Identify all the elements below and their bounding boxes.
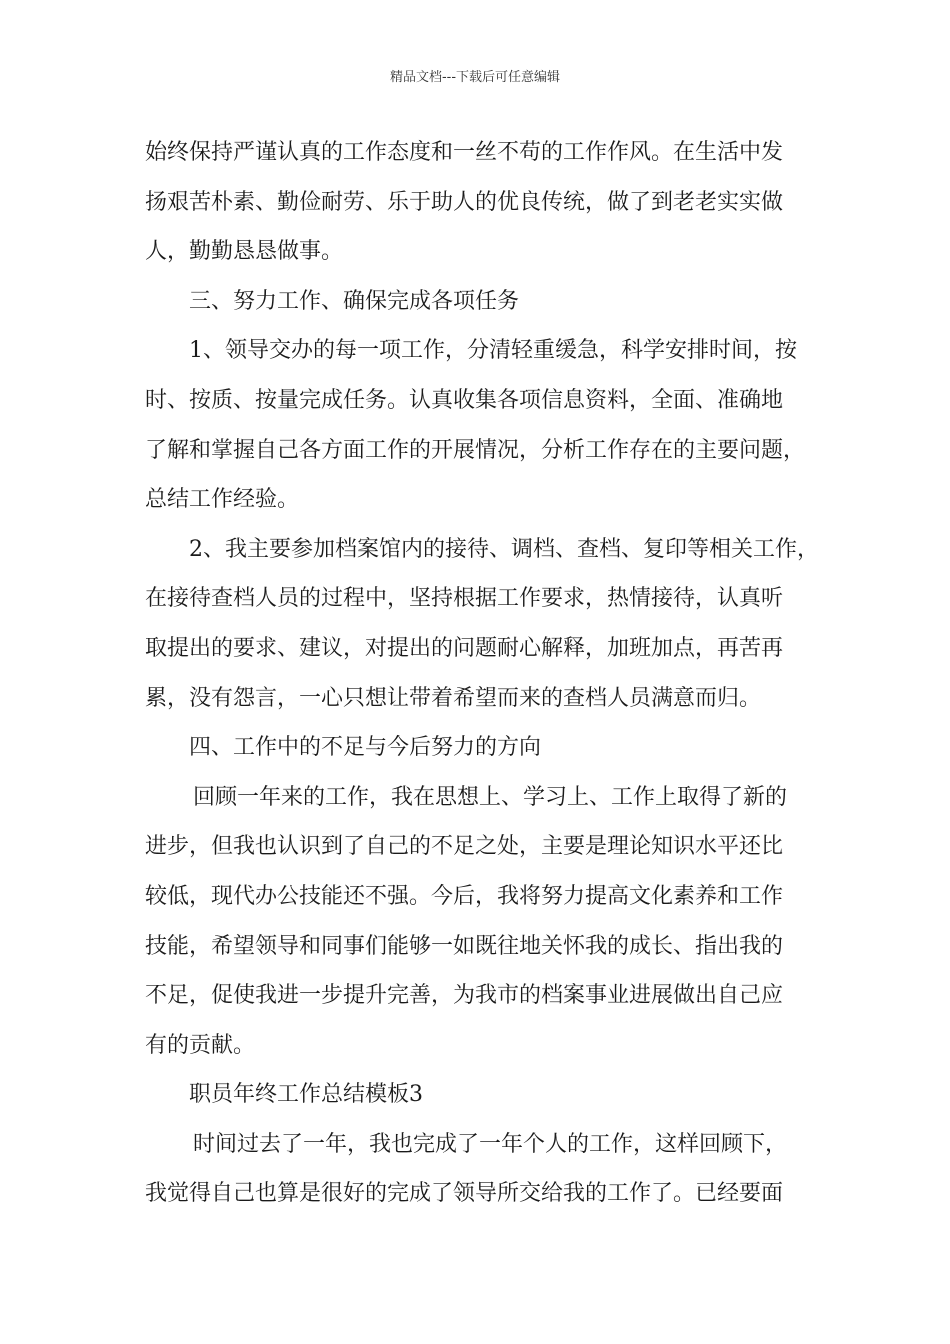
text-line: 总结工作经验。 [145, 487, 300, 513]
document-body [145, 128, 825, 1219]
text-line: 回顾一年来的工作，我在思想上、学习上、工作上取得了新的 [193, 784, 788, 810]
text-line: 进步，但我也认识到了自己的不足之处，主要是理论知识水平还比 [145, 834, 784, 860]
text-line: 技能，希望领导和同事们能够一如既往地关怀我的成长、指出我的 [145, 933, 784, 959]
section-heading: 职员年终工作总结模板3 [189, 1082, 423, 1108]
text-line: 始终保持严谨认真的工作态度和一丝不苟的工作作风。在生活中发 [145, 140, 784, 165]
text-line: 较低，现代办公技能还不强。今后，我将努力提高文化素养和工作 [145, 883, 784, 909]
text-line: 1、领导交办的每一项工作，分清轻重缓急，科学安排时间，按 [189, 338, 797, 364]
text-line: 时间过去了一年，我也完成了一年个人的工作，这样回顾下， [193, 1131, 788, 1157]
text-line: 有的贡献。 [145, 1032, 256, 1058]
section-heading: 三、努力工作、确保完成各项任务 [189, 288, 520, 314]
text-line: 我觉得自己也算是很好的完成了领导所交给我的工作了。已经要面 [145, 1181, 784, 1207]
page-header: 精品文档---下载后可任意编辑 [389, 70, 561, 85]
text-line: 2、我主要参加档案馆内的接待、调档、查档、复印等相关工作， [189, 536, 819, 562]
text-line: 了解和掌握自己各方面工作的开展情况，分析工作存在的主要问题， [145, 437, 806, 463]
text-line: 人，勤勤恳恳做事。 [145, 239, 344, 265]
text-line: 取提出的要求、建议，对提出的问题耐心解释，加班加点，再苦再 [145, 635, 784, 661]
text-line: 时、按质、按量完成任务。认真收集各项信息资料，全面、准确地 [145, 387, 784, 413]
text-line: 累，没有怨言，一心只想让带着希望而来的查档人员满意而归。 [145, 685, 762, 711]
section-heading: 四、工作中的不足与今后努力的方向 [189, 735, 542, 761]
text-line: 扬艰苦朴素、勤俭耐劳、乐于助人的优良传统，做了到老老实实做 [145, 189, 784, 215]
text-line: 在接待查档人员的过程中，坚持根据工作要求，热情接待，认真听 [145, 586, 784, 612]
text-line: 不足，促使我进一步提升完善，为我市的档案事业进展做出自己应 [145, 983, 784, 1009]
